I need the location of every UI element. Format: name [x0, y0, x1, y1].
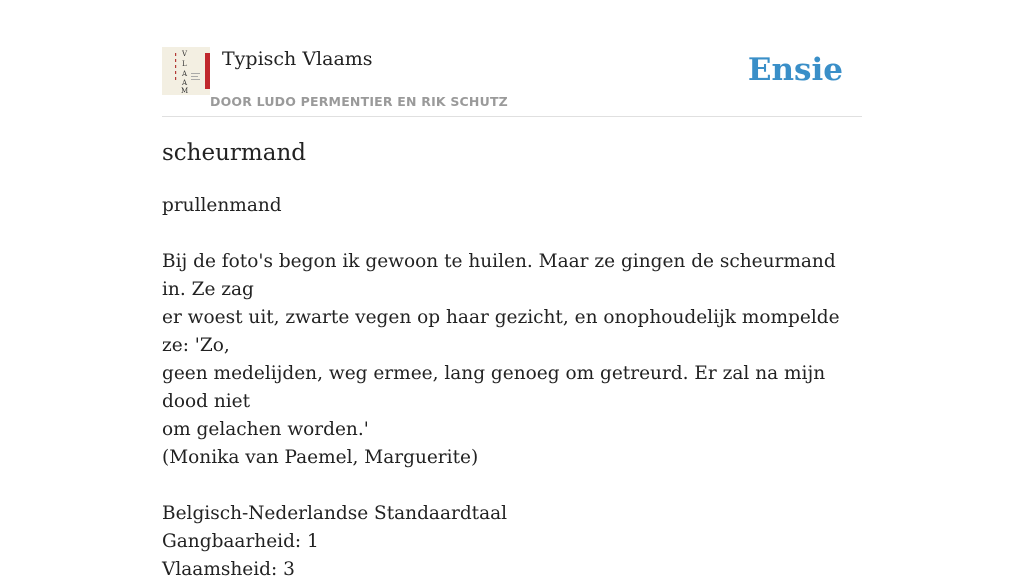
- svg-text:L: L: [182, 60, 187, 68]
- svg-text:A: A: [182, 79, 188, 87]
- example-line: geen medelijden, weg ermee, lang genoeg om getreurd. Er zal na mijn dood niet: [162, 363, 826, 412]
- entry-definition: prullenmand: [162, 195, 282, 216]
- example-line: Bij de foto's begon ik gewoon te huilen. Maar ze gingen de scheurmand in. Ze zag: [162, 251, 836, 300]
- book-title[interactable]: Typisch Vlaams: [222, 48, 373, 70]
- example-line: er woest uit, zwarte vegen op haar gezicht, en onophoudelijk mompelde ze: 'Zo,: [162, 307, 840, 356]
- language-label: Belgisch-Nederlandse Standaardtaal: [162, 503, 508, 524]
- example-line: om gelachen worden.': [162, 419, 369, 440]
- book-cover-logo-icon[interactable]: [162, 47, 210, 95]
- vlaamsheid-label: Vlaamsheid: 3: [162, 559, 295, 580]
- svg-text:M: M: [181, 87, 189, 95]
- spacer: [162, 220, 862, 248]
- svg-text:V: V: [182, 50, 188, 58]
- authors-byline: DOOR LUDO PERMENTIER EN RIK SCHUTZ: [210, 94, 508, 109]
- entry-word: scheurmand: [162, 140, 306, 166]
- gangbaarheid-label: Gangbaarheid: 1: [162, 531, 319, 552]
- svg-text:A: A: [182, 70, 188, 78]
- ensie-brand-link[interactable]: Ensie: [747, 52, 843, 88]
- page-header: [162, 44, 862, 117]
- spacer: [162, 472, 862, 500]
- entry-content: [162, 192, 862, 584]
- example-source: (Monika van Paemel, Marguerite): [162, 447, 479, 468]
